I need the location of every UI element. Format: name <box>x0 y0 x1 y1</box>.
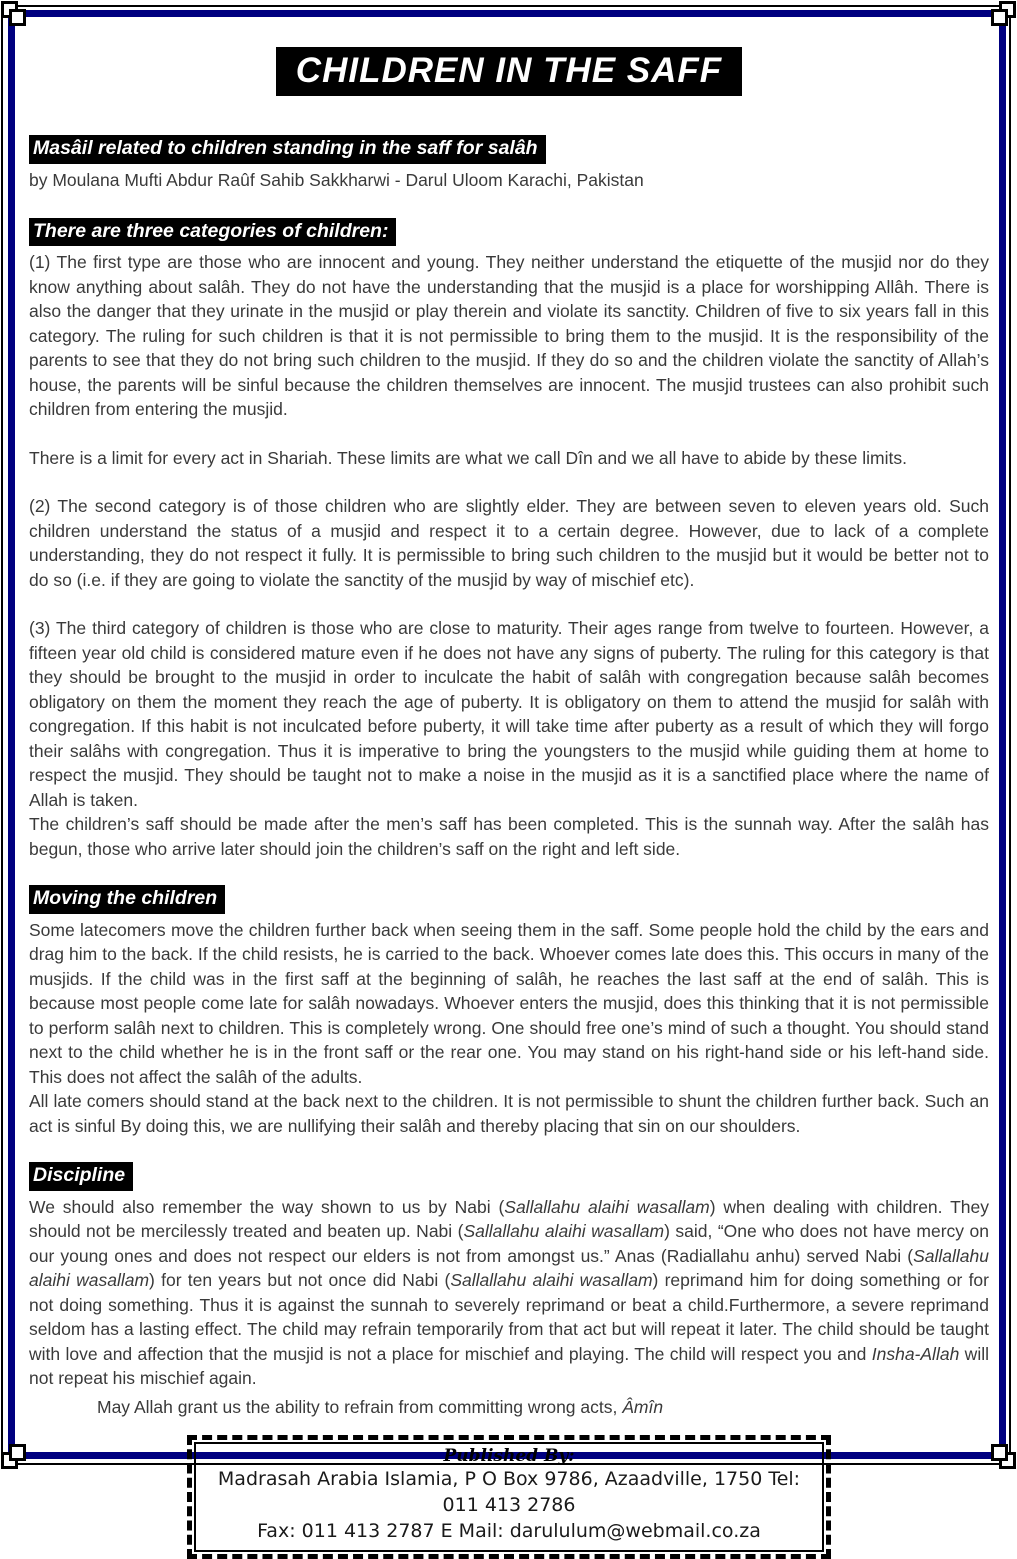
section-heading-discipline: Discipline <box>29 1162 133 1190</box>
corner-ornament-bottom-left <box>0 1436 34 1470</box>
byline: by Moulana Mufti Abdur Raûf Sahib Sakkharwi - Darul Uloom Karachi, Pakistan <box>29 169 644 190</box>
corner-ornament-top-right <box>983 0 1017 34</box>
paragraph-moving-2: All late comers should stand at the back next to the children. It is not permissible to shunt the children further back. Such an act is sinful By doing this, we are nullifying their salâh and thereby placing that sin on our shoulders. <box>29 1091 989 1136</box>
ornament-square <box>9 1444 26 1461</box>
paragraph-category-3: (3) The third category of children is those who are close to maturity. Their ages range from twelve to fourteen. However, a fifteen year old child is considered mature even if he does not have any signs of puberty. The ruling for this category is that they should be brought to the musjid in order to inculcate the habit of salâh with congregation because salâh becomes obligatory on them the moment they reach the age of puberty. It is obligatory on them to attend the musjid for salâh with congregation. If this habit is not inculcated before puberty, it will take time after puberty as a result of which they will forgo their salâhs with congregation. Thus it is imperative to bring the youngsters to the musjid while guiding them at home to respect the musjid. They should be taught not to make a noise in the musjid as it is a sanctified place where the name of Allah is taken. <box>29 618 989 810</box>
paragraph-discipline: We should also remember the way shown to us by Nabi (Sallallahu alaihi wasallam) when dealing with children. They should not be mercilessly treated and beaten up. Nabi (Sallallahu alaihi wasallam) said, “One who does not have mercy on our young ones and does not respect our elders is not from amongst us.” Anas (Radiallahu anhu) served Nabi (Sallallahu alaihi wasallam) for ten years but not once did Nabi (Sallallahu alaihi wasallam) reprimand him for doing something or for not doing something. Thus it is against the sunnah to severely reprimand or beat a child.Furthermore, a severe reprimand seldom has a lasting effect. The child may refrain temporarily from that act but will repeat it later. The child should be taught with love and affection that the musjid is not a place for mischief and playing. The child will respect you and Insha-Allah will not repeat his mischief again. <box>29 1196 989 1389</box>
paragraph-moving-1: Some latecomers move the children further back when seeing them in the saff. Some people hold the child by the ears and drag him to the back. If the child resists, he is carried to the back. Whoever comes late does this. This occurs in many of the musjids. If the child was in the first saff at the beginning of salâh, he reaches the last saff at the end of salâh. This is because most people come late for salâh nowadays. Whoever enters the musjid, does this thinking that it is not permissible to perform salâh next to children. This is completely wrong. One should free one’s mind of such a thought. You should stand next to the child whether he is in the front saff or the rear one. You may stand on his right-hand side or his left-hand side. This does not affect the salâh of the adults. <box>29 919 989 1087</box>
page-content <box>29 24 989 1559</box>
paragraph-category-1: (1) The first type are those who are innocent and young. They neither understand the etiquette of the musjid nor do they know anything about salâh. They do not have the understanding that the musjid is a place for worshipping Allâh. There is also the danger that they urinate in the musjid or play therein and violate its sanctity. Children of five to six years fall in this category. The ruling for such children is that it is not permissible to bring them to the musjid. It is the responsibility of the parents to see that they do not bring such children to the musjid. If they do so and the children violate the sanctity of Allah’s house, the parents will be sinful because the children themselves are innocent. The musjid trustees can also prohibit such children from entering the musjid. <box>29 252 989 420</box>
paragraph-dua: May Allah grant us the ability to refrain from committing wrong acts, Âmîn <box>97 1396 664 1417</box>
ornament-square <box>9 9 26 26</box>
section-heading-categories: There are three categories of children: <box>29 218 396 246</box>
paragraph-children-saff: The children’s saff should be made after the men’s saff has been completed. This is the sunnah way. After the salâh has begun, those who arrive later should join the children’s saff on the right and left side. <box>29 814 989 859</box>
publisher-address-line-1: Madrasah Arabia Islamia, P O Box 9786, Azaadville, 1750 Tel: 011 413 2786 <box>217 1468 801 1516</box>
paragraph-category-2: (2) The second category is of those children who are slightly elder. They are between seven to eleven years old. Such children understand the status of a musjid and respect it to a certain degree. However, due to lack of a complete understanding, they do not respect it fully. It is permissible to bring such children to the musjid but it would be better not to do so (i.e. if they are going to violate the sanctity of the musjid by way of mischief etc). <box>29 496 989 590</box>
subtitle-banner: Masâil related to children standing in the saff for salâh <box>29 135 546 163</box>
publisher-box <box>187 1435 831 1559</box>
ornament-square <box>991 1444 1008 1461</box>
paragraph-shariah-limits: There is a limit for every act in Shariah. These limits are what we call Dîn and we all have to abide by these limits. <box>29 447 907 468</box>
corner-ornament-bottom-right <box>983 1436 1017 1470</box>
publisher-address-line-2: Fax: 011 413 2787 E Mail: darululum@webmail.co.za <box>257 1519 761 1542</box>
title-row <box>29 24 989 119</box>
publisher-heading: Published By: <box>443 1446 575 1467</box>
section-heading-moving: Moving the children <box>29 885 225 913</box>
publisher-box-inner <box>194 1442 824 1552</box>
corner-ornament-top-left <box>0 0 34 34</box>
page-title: CHILDREN IN THE SAFF <box>276 47 742 95</box>
ornament-square <box>991 9 1008 26</box>
